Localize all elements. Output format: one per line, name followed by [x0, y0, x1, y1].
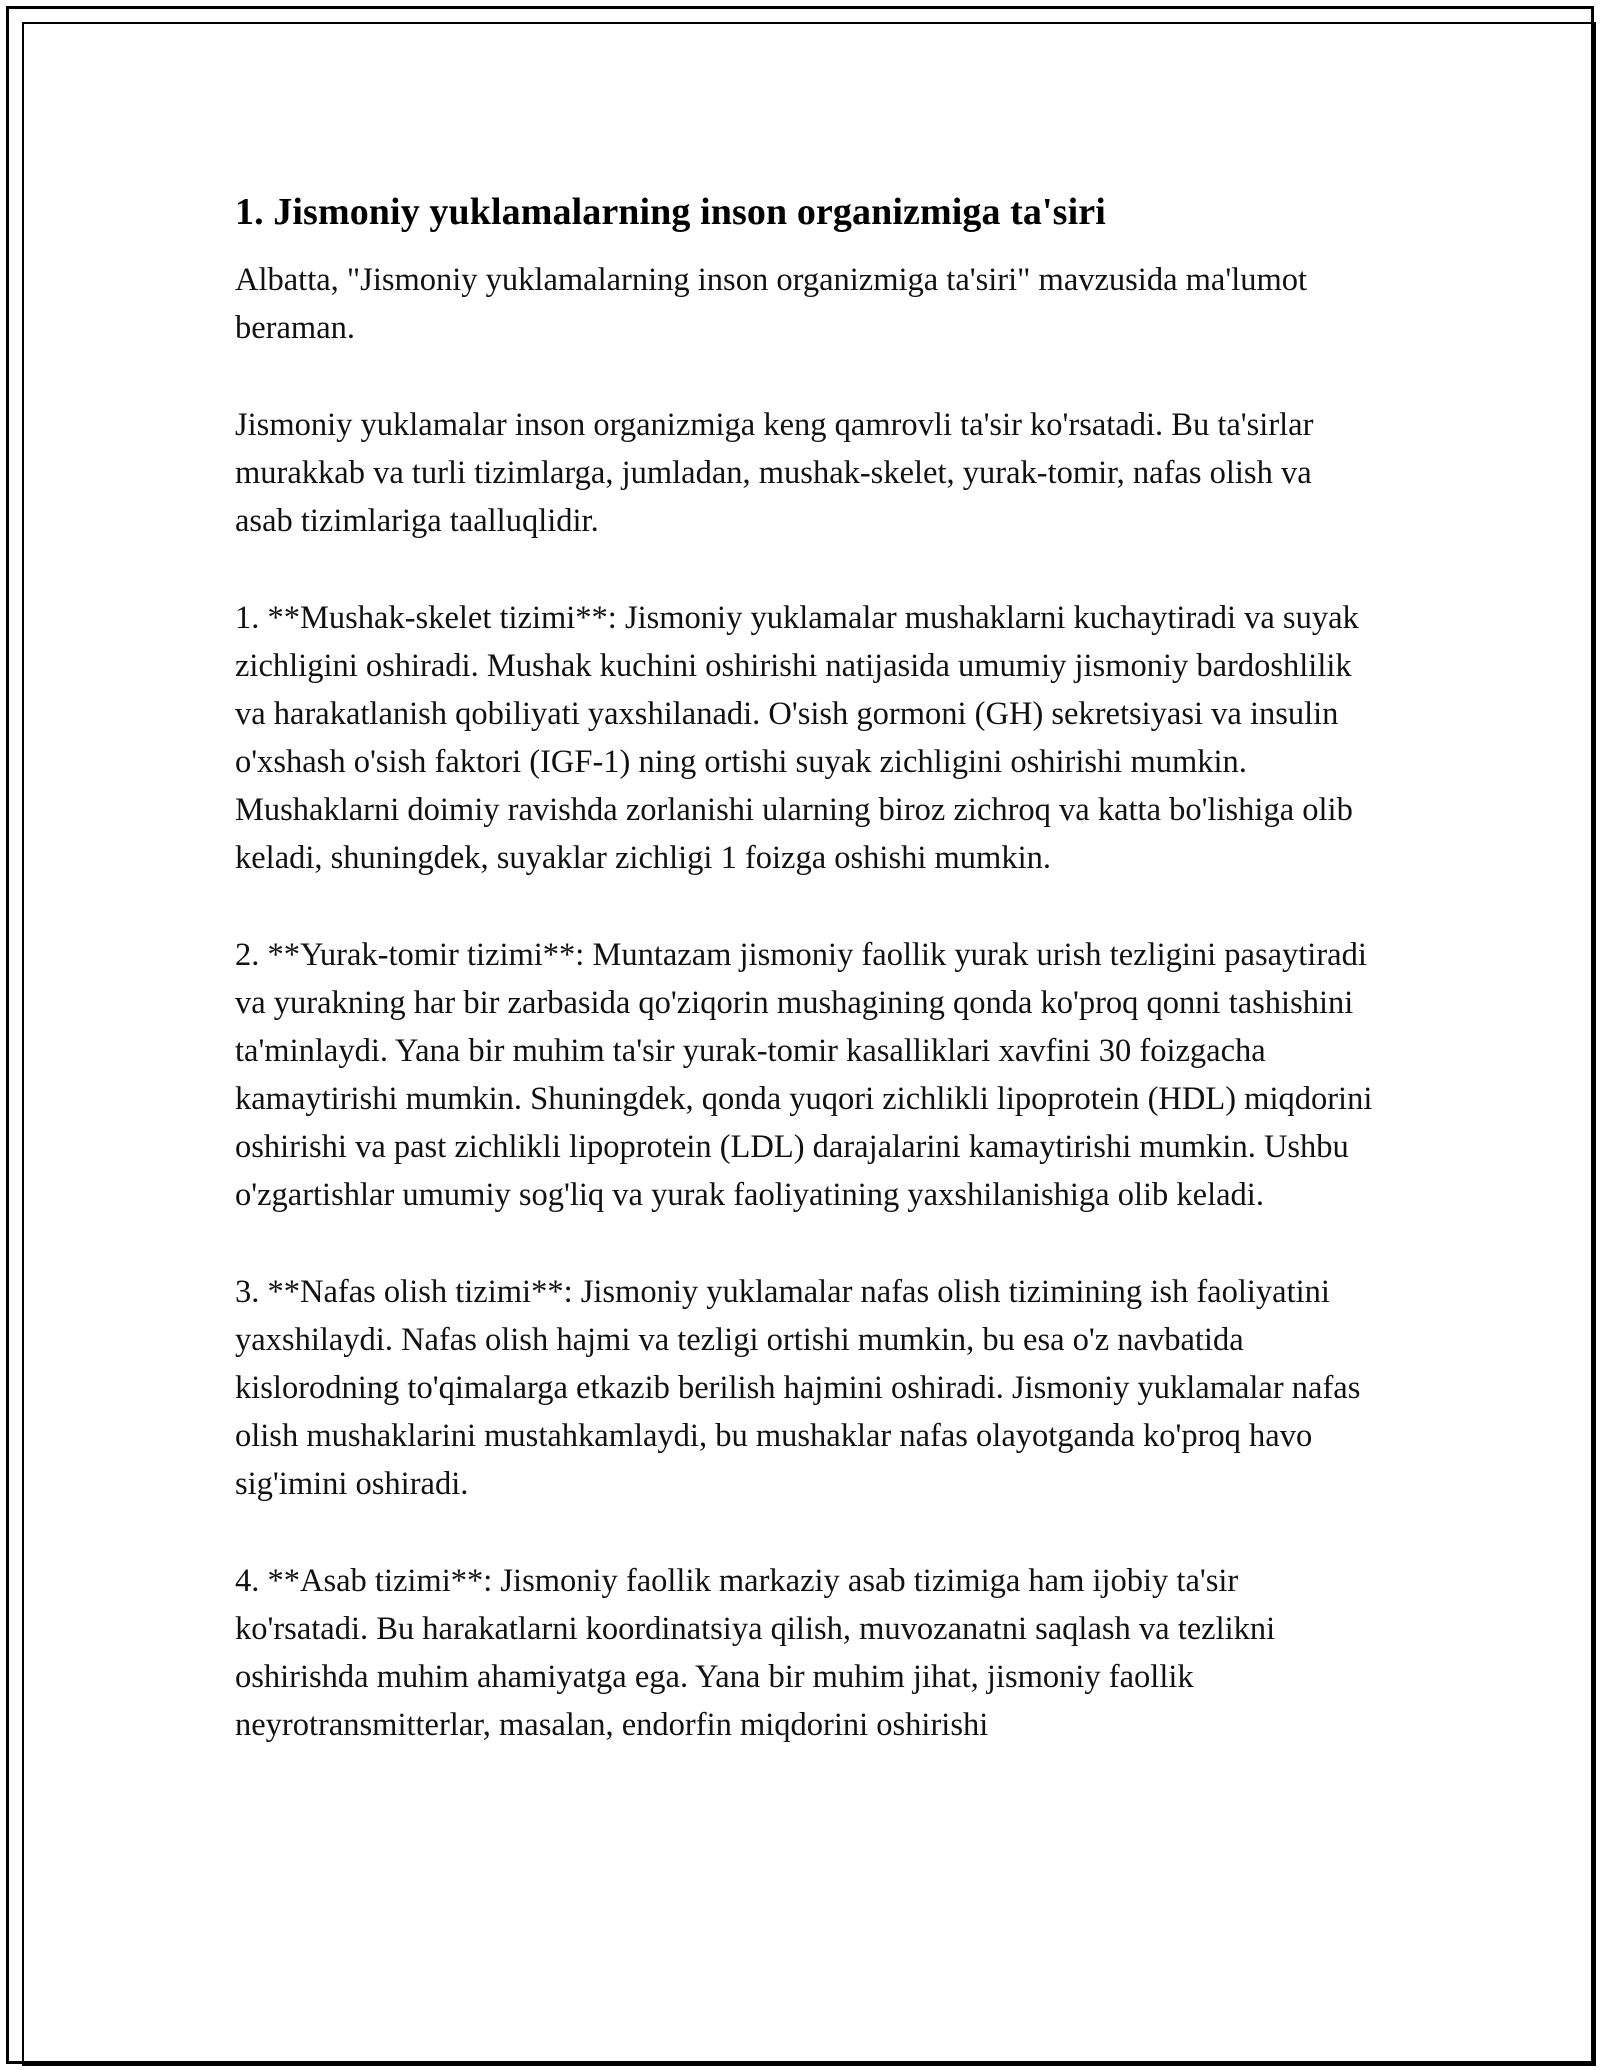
paragraph-intro: Albatta, "Jismoniy yuklamalarning inson organizmiga ta'siri" mavzusida ma'lumot beraman. — [235, 262, 1308, 346]
paragraph-respiratory: 3. **Nafas olish tizimi**: Jismoniy yuklamalar nafas olish tizimining ish faoliyatini yaxshilaydi. Nafas olish hajmi va tezligi ortishi mumkin, bu esa o'z navbatida kislorodning to'qimalarga etkazib berilish hajmini oshiradi. Jismoniy yuklamalar nafas olish mushaklarini mustahkamlaydi, bu mushaklar nafas olayotganda ko'proq havo sig'imini oshiradi. — [235, 1274, 1361, 1502]
paragraph-musculoskeletal: 1. **Mushak-skelet tizimi**: Jismoniy yuklamalar mushaklarni kuchaytiradi va suyak zichligini oshiradi. Mushak kuchini oshirishi natijasida umumiy jismoniy bardoshlilik va harakatlanish qobiliyati yaxshilanadi. O'sish gormoni (GH) sekretsiyasi va insulin o'xshash o'sish faktori (IGF-1) ning ortishi suyak zichligini oshirishi mumkin. Mushaklarni doimiy ravishda zorlanishi ularning biroz zichroq va katta bo'lishiga olib keladi, shuningdek, suyaklar zichligi 1 foizga oshishi mumkin. — [235, 600, 1359, 876]
document-title: 1. Jismoniy yuklamalarning inson organizmiga ta'siri — [235, 191, 1106, 233]
paragraph-nervous: 4. **Asab tizimi**: Jismoniy faollik markaziy asab tizimiga ham ijobiy ta'sir ko'rsatadi. Bu harakatlarni koordinatsiya qilish, muvozanatni saqlash va tezlikni oshirishda muhim ahamiyatga ega. Yana bir muhim jihat, jismoniy faollik neyrotransmitterlar, masalan, endorfin miqdorini oshirishi — [235, 1563, 1276, 1743]
paragraph-overview: Jismoniy yuklamalar inson organizmiga keng qamrovli ta'sir ko'rsatadi. Bu ta'sirlar murakkab va turli tizimlarga, jumladan, mushak-skelet, yurak-tomir, nafas olish va asab tizimlariga taalluqlidir. — [235, 407, 1314, 539]
paragraph-cardiovascular: 2. **Yurak-tomir tizimi**: Muntazam jismoniy faollik yurak urish tezligini pasaytiradi va yurakning har bir zarbasida qo'ziqorin mushagining qonda ko'proq qonni tashishini ta'minlaydi. Yana bir muhim ta'sir yurak-tomir kasalliklari xavfini 30 foizgacha kamaytirishi mumkin. Shuningdek, qonda yuqori zichlikli lipoprotein (HDL) miqdorini oshirishi va past zichlikli lipoprotein (LDL) darajalarini kamaytirishi mumkin. Ushbu o'zgartishlar umumiy sog'liq va yurak faoliyatining yaxshilanishiga olib keladi. — [235, 937, 1373, 1213]
document-body — [235, 186, 1375, 1798]
